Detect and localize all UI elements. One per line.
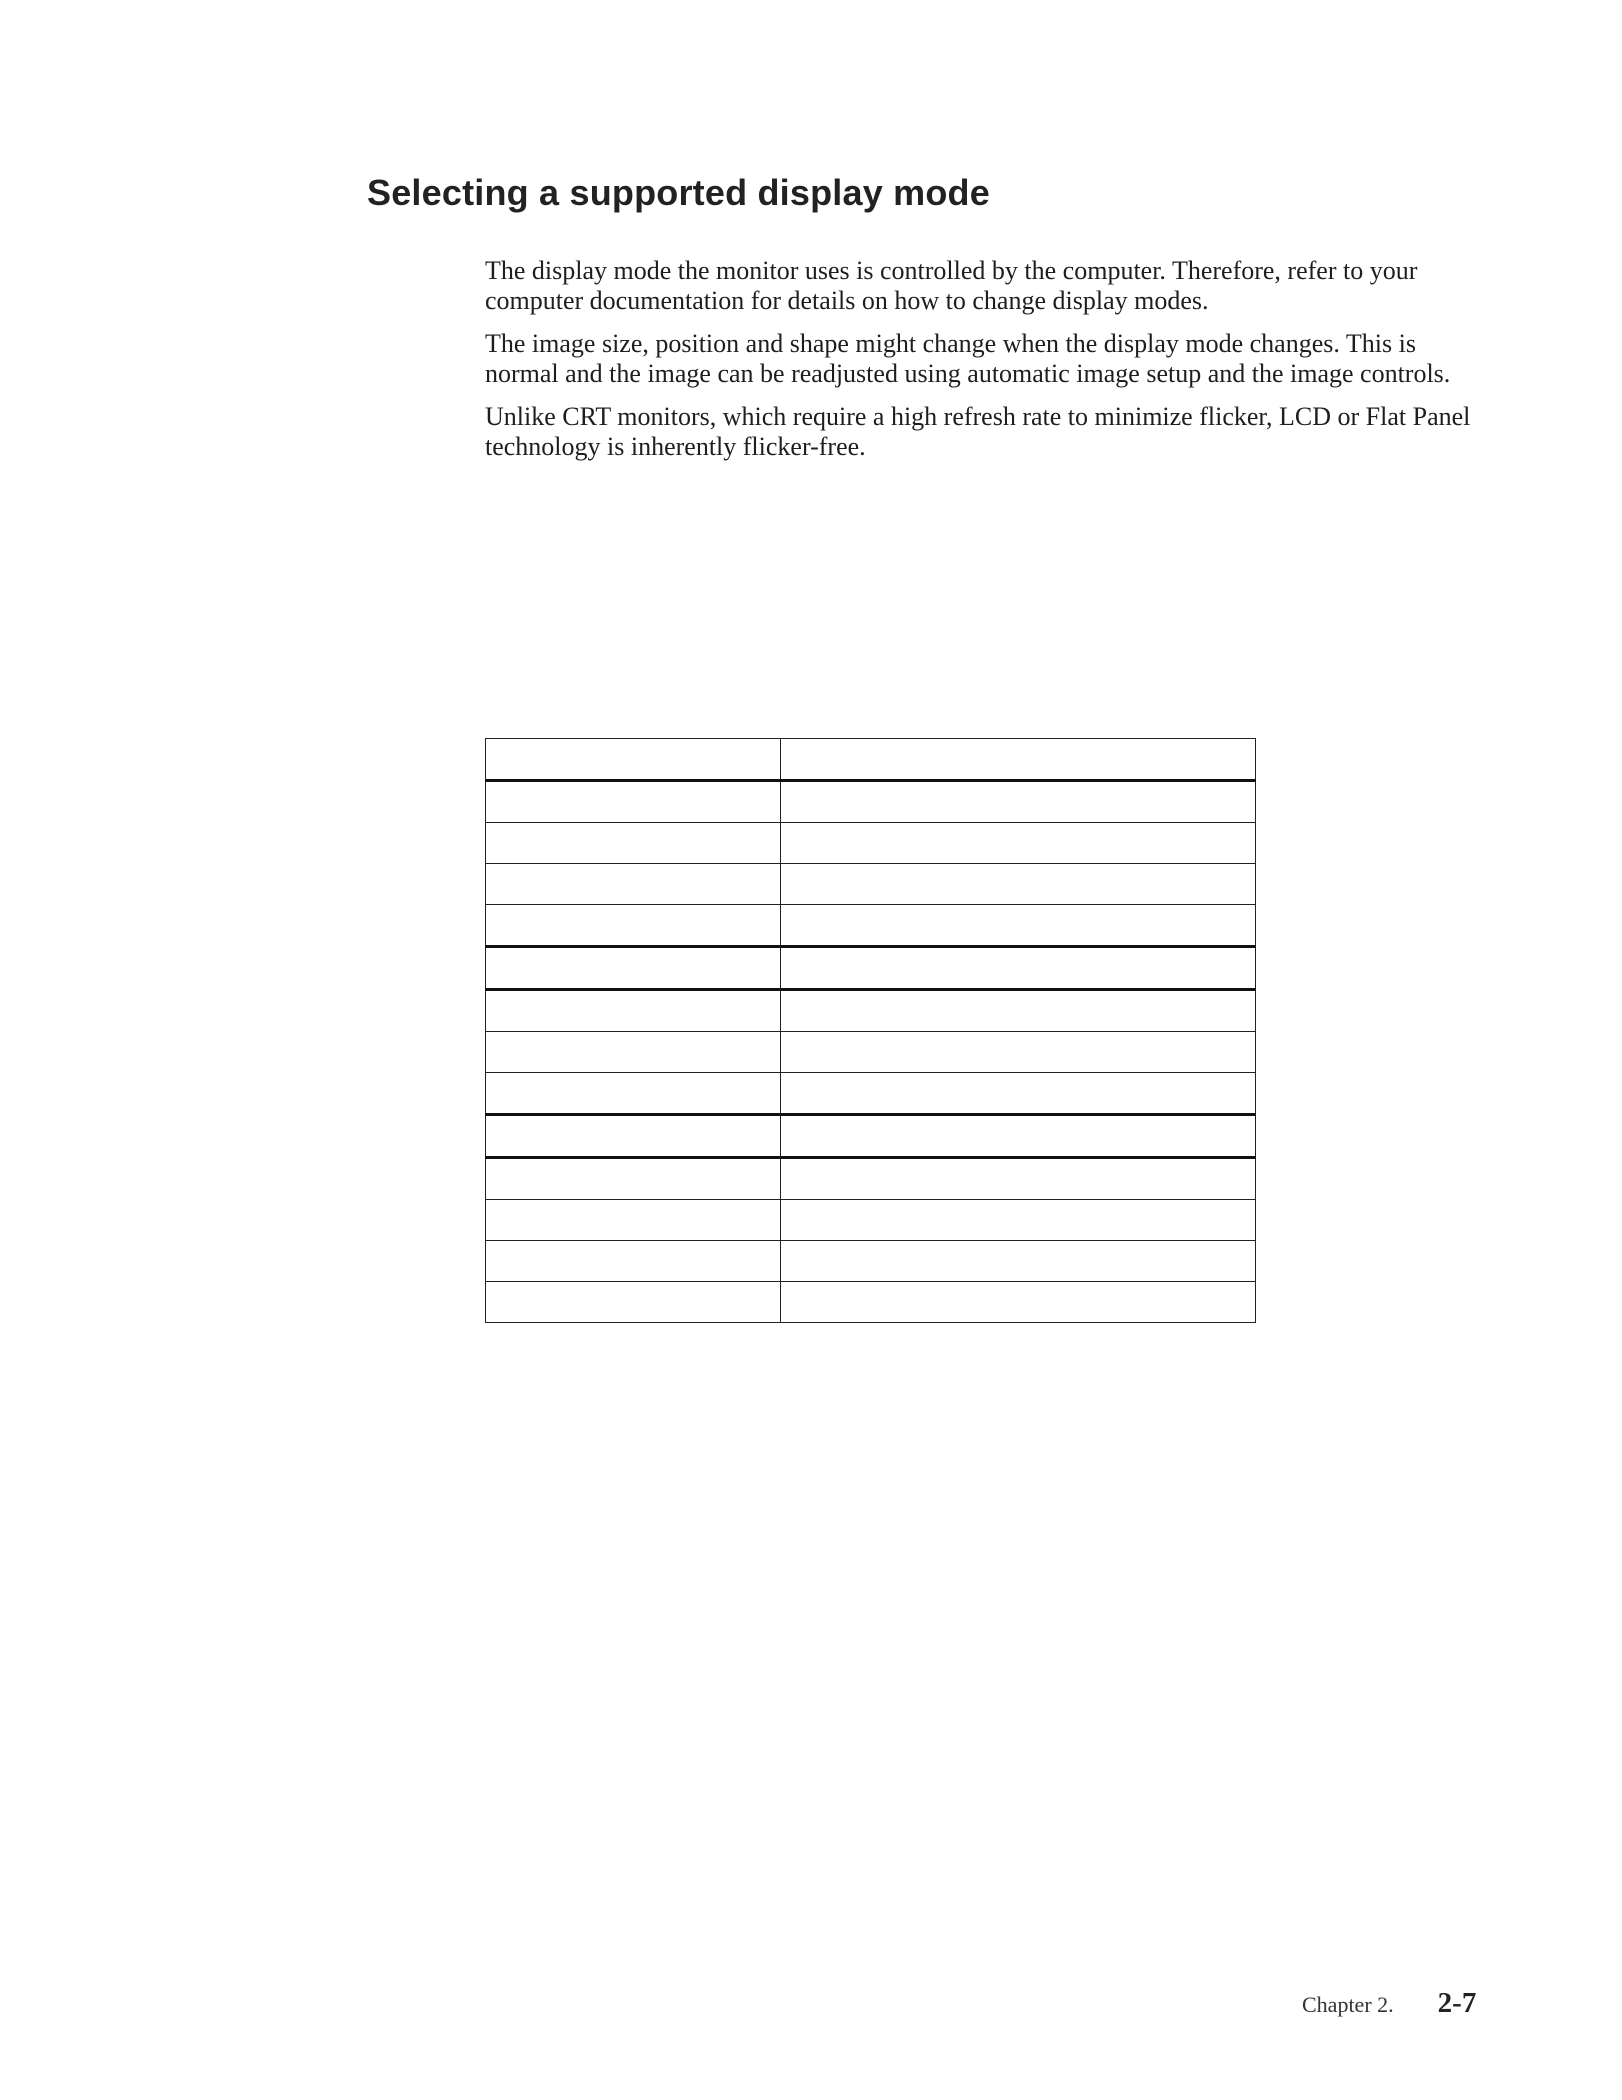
table-cell	[486, 781, 781, 823]
table-row	[486, 781, 1256, 823]
table-row	[486, 1115, 1256, 1158]
table-cell	[781, 1158, 1256, 1200]
table-cell	[486, 905, 781, 947]
paragraph: The display mode the monitor uses is controlled by the computer. Therefore, refer to your computer documentation for details on how to change display modes.	[485, 256, 1418, 315]
table-cell	[486, 823, 781, 864]
table-cell	[781, 990, 1256, 1032]
table-row	[486, 1158, 1256, 1200]
table-row	[486, 823, 1256, 864]
table-row	[486, 905, 1256, 947]
table-cell	[781, 1073, 1256, 1115]
table-cell	[781, 1241, 1256, 1282]
footer-chapter-label: Chapter 2.	[1302, 1992, 1394, 2017]
table-cell	[486, 1200, 781, 1241]
table-cell	[486, 1032, 781, 1073]
paragraph: Unlike CRT monitors, which require a high refresh rate to minimize flicker, LCD or Flat Panel technology is inherently flicker-free.	[485, 402, 1471, 461]
table-cell	[781, 1115, 1256, 1158]
table-cell	[486, 1241, 781, 1282]
table-cell	[781, 781, 1256, 823]
body-text	[485, 256, 1485, 475]
table-cell	[781, 1032, 1256, 1073]
paragraph: The image size, position and shape might change when the display mode changes. This is normal and the image can be readjusted using automatic image setup and the image controls.	[485, 329, 1451, 388]
table-cell	[781, 864, 1256, 905]
table-cell	[486, 947, 781, 990]
table-row	[486, 1032, 1256, 1073]
table-row	[486, 1241, 1256, 1282]
table-cell	[781, 905, 1256, 947]
table-row	[486, 1073, 1256, 1115]
display-modes-table	[485, 738, 1256, 1323]
table-header-row	[486, 739, 1256, 781]
table-row	[486, 864, 1256, 905]
page-title: Selecting a supported display mode	[367, 172, 990, 213]
table-cell	[486, 1158, 781, 1200]
table-row	[486, 990, 1256, 1032]
table-cell	[486, 864, 781, 905]
table-header-cell	[486, 739, 781, 781]
page-footer	[1302, 1987, 1476, 2020]
table-cell	[781, 1282, 1256, 1323]
table-cell	[486, 1073, 781, 1115]
table-row	[486, 1200, 1256, 1241]
table-cell	[486, 990, 781, 1032]
table-header-cell	[781, 739, 1256, 781]
table-cell	[486, 1282, 781, 1323]
table-cell	[486, 1115, 781, 1158]
table-cell	[781, 947, 1256, 990]
table-row	[486, 947, 1256, 990]
table-cell	[781, 1200, 1256, 1241]
table-row	[486, 1282, 1256, 1323]
page-number: 2-7	[1437, 1987, 1477, 2019]
table-cell	[781, 823, 1256, 864]
